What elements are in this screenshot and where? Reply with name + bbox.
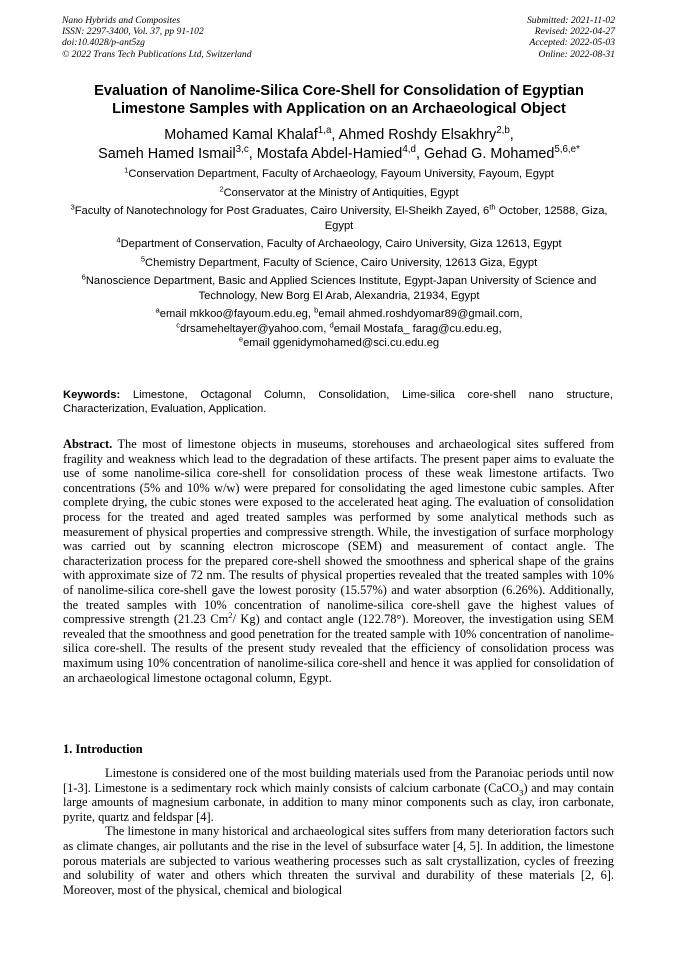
submitted-date: Submitted: 2021-11-02 <box>526 15 615 26</box>
paragraph: The limestone in many historical and archaeological sites suffers from many deterioration factors such as climate changes, air pollutants and the rise in the level of subsurface water [4, 5]. In addition, the limestone porous materials are subjected to various weathering processes such as salt crystallization, cycles of freezing and solubility of water and others which threaten the survival and durability of these materials [2, 6]. Moreover, most of the physical, chemical and biological <box>63 824 614 897</box>
introduction-body <box>63 766 614 897</box>
email-link[interactable]: email ahmed.roshdyomar89@gmail.com, <box>318 308 523 320</box>
keywords <box>63 388 613 416</box>
affiliation: $^6$Nanoscience Department, Basic and Applied Sciences Institute, Egypt-Japan University of Science and Technology, New Borg El Arab, Alexandria, 21934, Egypt <box>81 272 597 302</box>
author-affiliation-mark: 2,b <box>496 125 510 137</box>
abstract-text-continued: / Kg) and contact angle (122.78°). Moreover, the investigation using SEM revealed that the smoothness and good penetration for the treated sample with 10% concentration of nanolime-silica core-shell. The results of the present study revealed that the efficiency of consolidation process was maximum using 10% concentration of nanolime-silica core-shell and hence it was applied for consolidation of an archaeological limestone octagonal column, Egypt. <box>63 612 614 685</box>
affiliation: $^3$Faculty of Nanotechnology for Post Graduates, Cairo University, El-Sheikh Zayed, 6th October, 12588, Giza, Egypt <box>70 202 608 232</box>
author-affiliation-mark: 3,c <box>235 144 249 156</box>
paragraph: Limestone is considered one of the most building materials used from the Paranoiac periods until now [1-3]. Limestone is a sedimentary rock which mainly consists of calcium carbonate (CaCO$_3$) and may contain large amounts of magnesium carbonate, in addition to many minor components such as clay, iron carbonate, pyrite, quartz and feldspar [4]. <box>63 766 614 824</box>
abstract-label: Abstract. <box>63 437 113 451</box>
email-link[interactable]: email ggenidymohamed@sci.cu.edu.eg <box>243 337 440 349</box>
author-name: Mostafa Abdel-Hamied <box>256 146 403 162</box>
author-name: Sameh Hamed Ismail <box>98 146 236 162</box>
author-name: Mohamed Kamal Khalaf <box>164 127 318 143</box>
author-name: Ahmed Roshdy Elsakhry <box>338 127 497 143</box>
paper-title <box>50 82 628 118</box>
author-name: Gehad G. Mohamed <box>423 146 555 162</box>
keywords-text: Limestone, Octagonal Column, Consolidation, Lime-silica core-shell nano structure, Characterization, Evaluation, Application. <box>63 389 613 415</box>
title-line-2: Limestone Samples with Application on an Archaeological Object <box>112 101 566 117</box>
email-list: $^a$email mkkoo@fayoum.edu.eg, $^b$email ahmed.roshdyomar89@gmail.com, $^c$drsameheltayer@yahoo.com, $^d$email Mostafa_ farag@cu.edu.eg, $^e$email ggenidymohamed@sci.cu.edu.eg <box>155 305 523 349</box>
online-date: Online: 2022-08-31 <box>538 48 615 60</box>
author-list: Mohamed Kamal Khalaf$^{1,a}$, Ahmed Roshdy Elsakhry$^{2,b}$, Sameh Hamed Ismail$^{3,c}$, Mostafa Abdel-Hamied$^{4,d}$, Gehad G. Mohamed$^{5,6,e*}$ <box>98 125 580 162</box>
email-link[interactable]: email mkkoo@fayoum.edu.eg, <box>159 308 315 320</box>
author-affiliation-mark: 1,a <box>317 125 332 137</box>
affiliation: $^2$Conservator at the Ministry of Antiquities, Egypt <box>219 183 459 199</box>
publication-dates <box>527 15 615 60</box>
abstract-text: The most of limestone objects in museums, storehouses and archaeological sites suffered from fragility and weakness which lead to the degradation of these artifacts. The present paper aims to evaluate the use of some nanolime-silica core-shell for consolidation process of these weak limestone artifacts. Two concentrations (5% and 10% w/w) were prepared for consolidating the aged limestone cubic samples. After complete drying, the cubic stones were exposed to the accelerated heat aging. The evaluation of consolidation process for the treated and aged treated samples was performed by some analytical methods such as measurement of physical properties and compressive strength. While, the investigation of surface morphology was carried out by scanning electron microscope (SEM) and measurement of contact angle. The characterization process for the prepared core-shell showed the smoothness and spherical shape of the grains with approximate size of 72 nm. The results of physical properties revealed that the treated samples with 10% of nanolime-silica core-shell gave the lowest porosity (15.57%) and water absorption (6.26%). Additionally, the treated samples with 10% concentration of nanolime-silica core-shell gave the highest values of compressive strength (21.23 Cm <box>63 437 614 627</box>
journal-name: Nano Hybrids and Composites <box>62 15 181 26</box>
revised-date: Revised: 2022-04-27 <box>534 26 615 38</box>
affiliation: $^5$Chemistry Department, Faculty of Science, Cairo University, 12613 Giza, Egypt <box>140 253 538 269</box>
title-line-1: Evaluation of Nanolime-Silica Core-Shell for Consolidation of Egyptian <box>94 83 584 99</box>
author-affiliation-mark: 5,6,e* <box>554 144 580 156</box>
issn: ISSN: 2297-3400, Vol. 37, pp 91-102 <box>62 26 204 38</box>
keywords-label: Keywords: <box>63 389 121 401</box>
copyright: © 2022 Trans Tech Publications Ltd, Switzerland <box>62 48 252 60</box>
author-affiliation-mark: 4,d <box>402 144 416 156</box>
abstract: Abstract. The most of limestone objects in museums, storehouses and archaeological sites suffered from fragility and weakness which lead to the degradation of these artifacts. The present paper aims to evaluate the use of some nanolime-silica core-shell for consolidation process of these weak limestone artifacts. Two concentrations (5% and 10% w/w) were prepared for consolidating the aged limestone cubic samples. After complete drying, the cubic stones were exposed to the accelerated heat aging. The evaluation of consolidation process for the treated and aged treated samples was performed by some analytical methods such as measurement of physical properties and compressive strength. While, the investigation of surface morphology was carried out by scanning electron microscope (SEM) and measurement of contact angle. The characterization process for the prepared core-shell showed the smoothness and spherical shape of the grains with approximate size of 72 nm. The results of physical properties revealed that the treated samples with 10% of nanolime-silica core-shell gave the lowest porosity (15.57%) and water absorption (6.26%). Additionally, the treated samples with 10% concentration of nanolime-silica core-shell gave the highest values of compressive strength (21.23 Cm$^2$/ Kg) and contact angle (122.78°). Moreover, the investigation using SEM revealed that the smoothness and good penetration for the treated sample with 10% concentration of nanolime-silica core-shell. The results of the present study revealed that the efficiency of consolidation process was maximum using 10% concentration of nanolime-silica core-shell and hence it was applied for consolidation of an archaeological limestone octagonal column, Egypt. <box>63 437 614 685</box>
affiliation: $^4$Department of Conservation, Faculty of Archaeology, Cairo University, Giza 12613, Egypt <box>116 235 562 250</box>
email-link[interactable]: email Mostafa_ farag@cu.edu.eg, <box>333 322 502 335</box>
affiliation: $^1$Conservation Department, Faculty of Archaeology, Fayoum University, Fayoum, Egypt <box>124 165 554 180</box>
doi: doi:10.4028/p-ant5zg <box>62 37 145 49</box>
email-link[interactable]: drsameheltayer@yahoo.com, <box>180 322 330 335</box>
journal-info <box>62 15 252 60</box>
accepted-date: Accepted: 2022-05-03 <box>529 37 615 49</box>
section-heading-introduction: 1. Introduction <box>63 742 143 756</box>
affiliations <box>58 167 620 351</box>
